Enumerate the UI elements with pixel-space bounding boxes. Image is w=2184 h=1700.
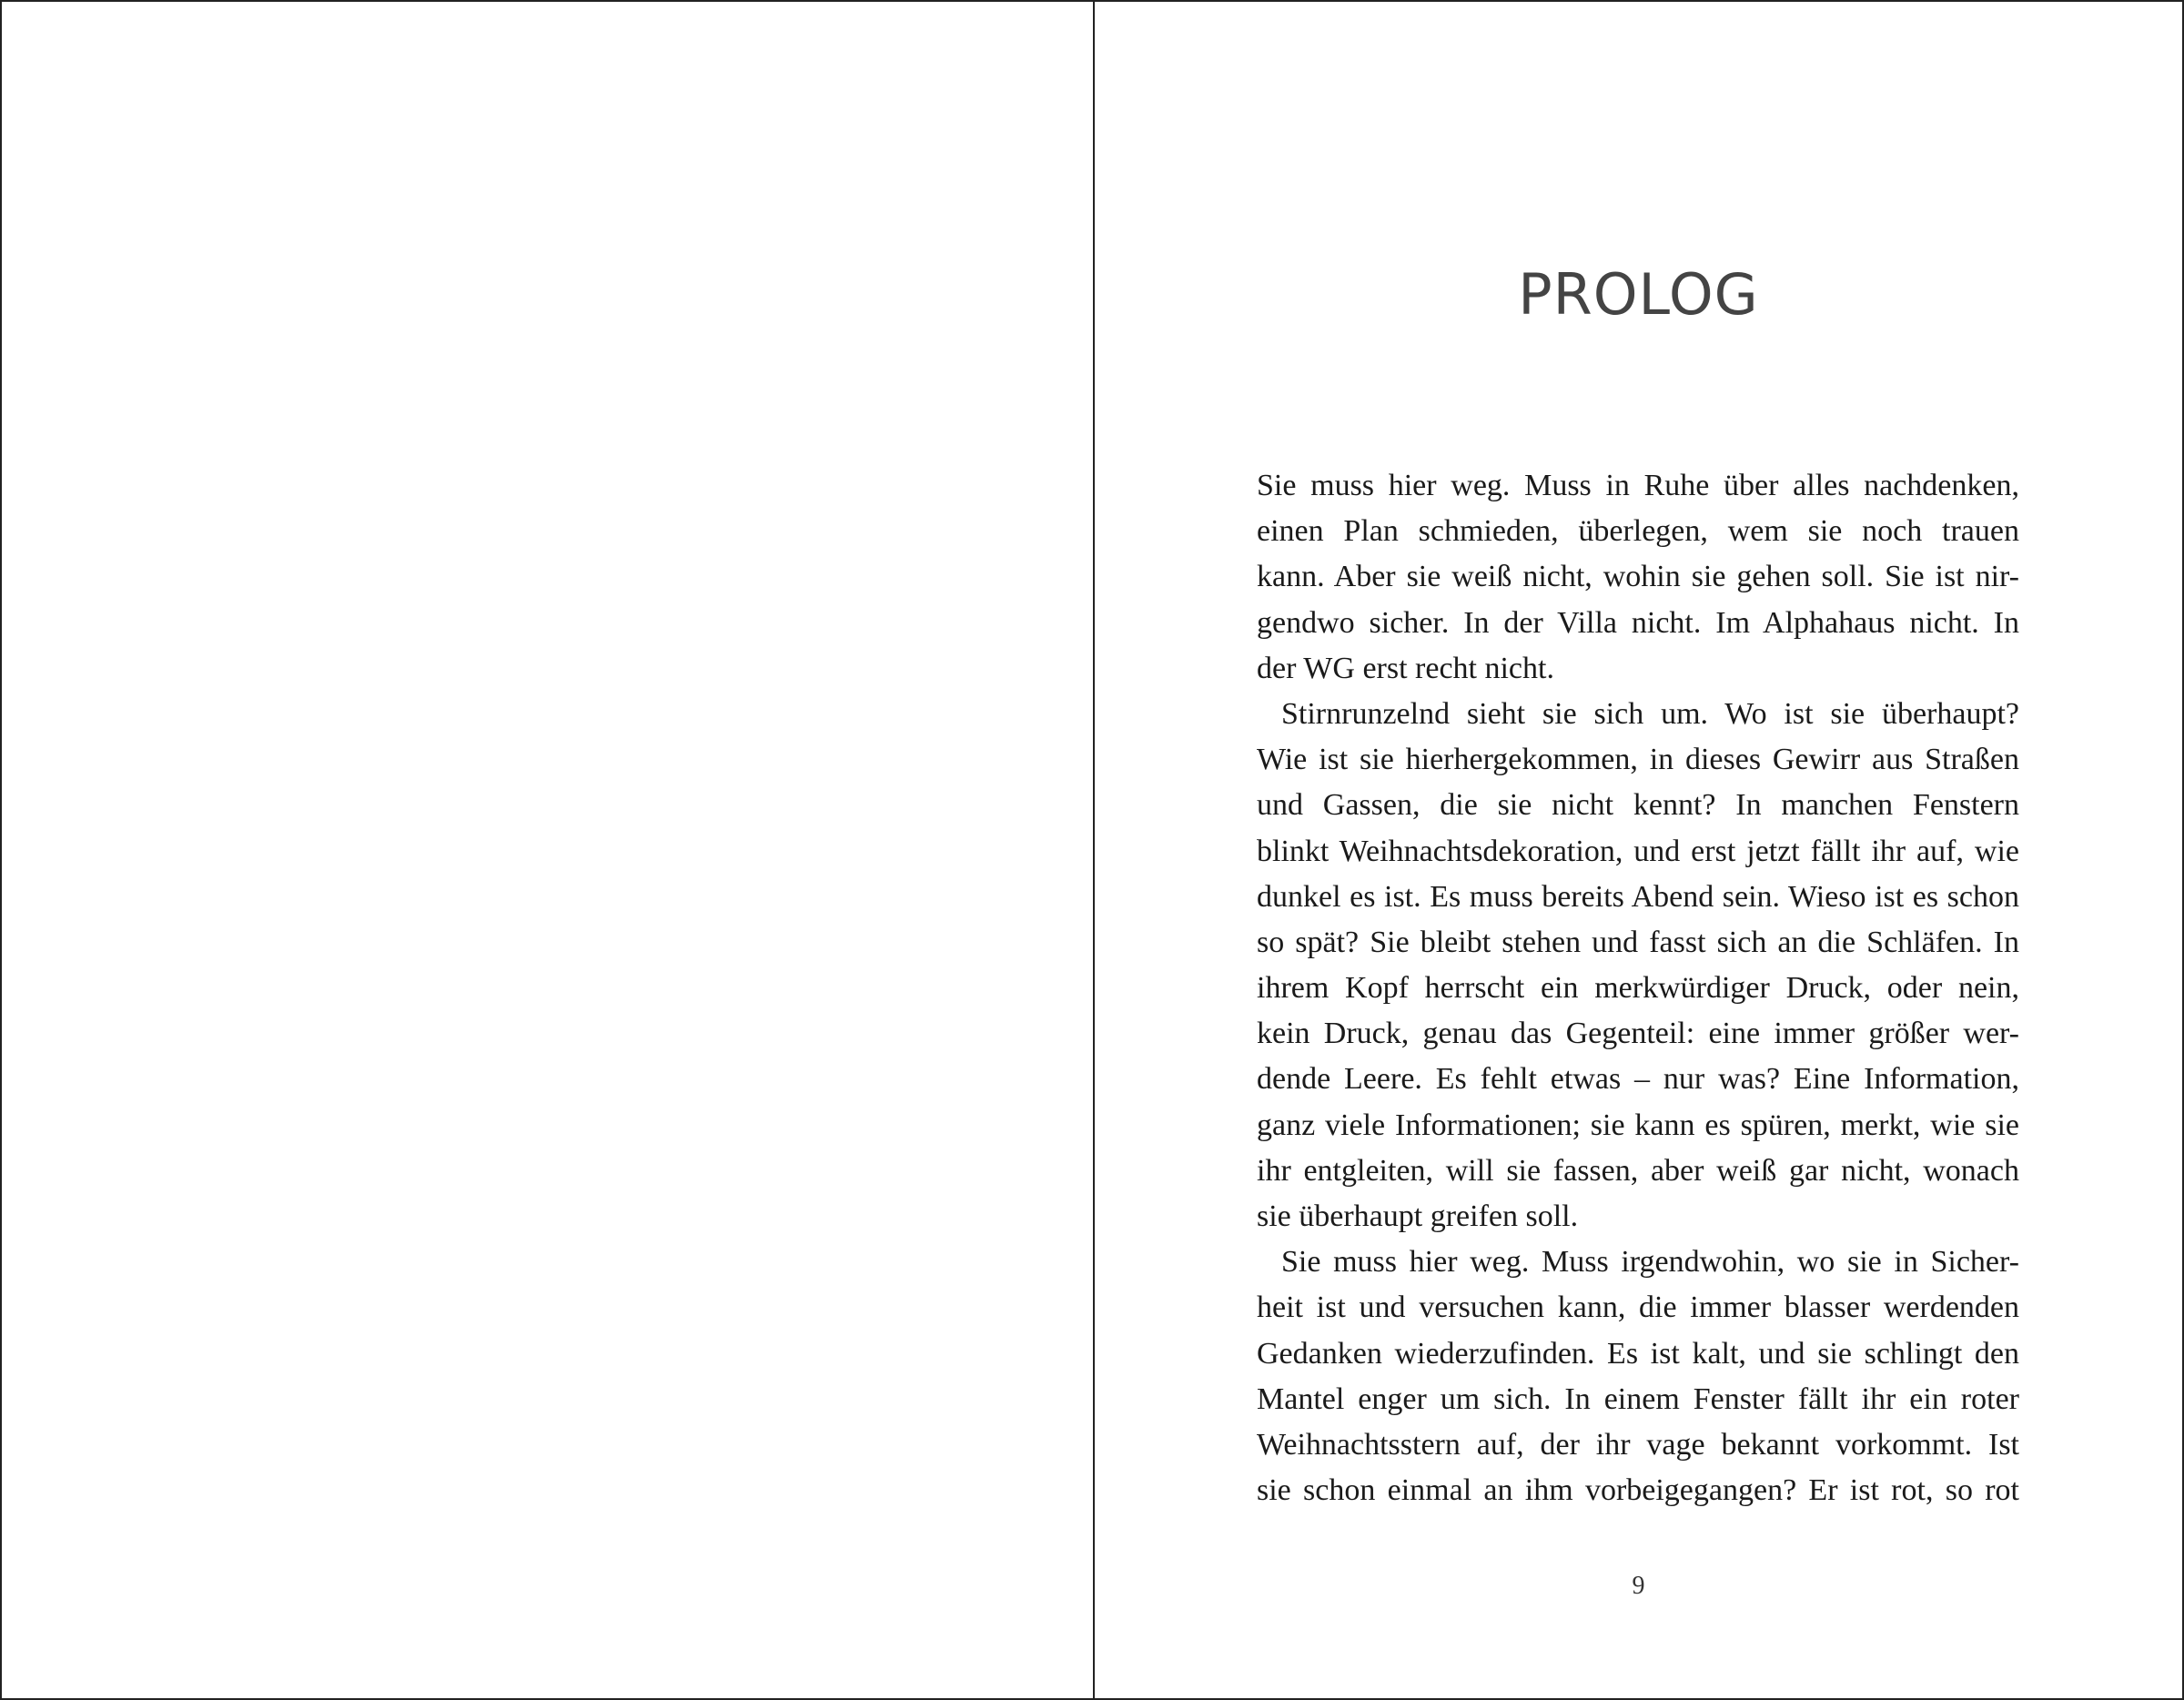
text-line: Mantel enger um sich. In einem Fenster fällt ihr ein roter [1257, 1381, 2019, 1416]
left-page-blank [2, 2, 1094, 1698]
text-line: dende Leere. Es fehlt etwas – nur was? Eine Information, [1257, 1062, 2019, 1097]
text-line: Gedanken wiederzufinden. Es ist kalt, und sie schlingt den [1257, 1336, 2019, 1371]
text-line: ihr entgleiten, will sie fassen, aber weiß gar nicht, wonach [1257, 1153, 2019, 1188]
page-number: 9 [1632, 1572, 1645, 1600]
text-line: kann. Aber sie weiß nicht, wohin sie gehen soll. Sie ist nir- [1257, 560, 2019, 594]
text-line: kein Druck, genau das Gegenteil: eine immer größer wer- [1257, 1017, 2019, 1051]
text-line: Wie ist sie hierhergekommen, in dieses Gewirr aus Straßen [1257, 743, 2019, 777]
right-page [1095, 2, 2182, 1698]
text-line: einen Plan schmieden, überlegen, wem sie noch trauen [1257, 514, 2019, 549]
body-text [1257, 463, 2019, 1513]
text-line: sie überhaupt greifen soll. [1257, 1199, 1579, 1233]
text-line: gendwo sicher. In der Villa nicht. Im Alphahaus nicht. In [1257, 605, 2019, 640]
text-line: der WG erst recht nicht. [1257, 651, 1554, 685]
text-line: ihrem Kopf herrscht ein merkwürdiger Druck, oder nein, [1257, 971, 2019, 1006]
text-line: dunkel es ist. Es muss bereits Abend sein. Wieso ist es schon [1257, 879, 2019, 914]
text-line: Sie muss hier weg. Muss irgendwohin, wo sie in Sicher- [1281, 1245, 2019, 1280]
text-line: heit ist und versuchen kann, die immer blasser werdenden [1257, 1290, 2019, 1325]
text-line: Sie muss hier weg. Muss in Ruhe über alles nachdenken, [1257, 469, 2019, 502]
text-line: Weihnachtsstern auf, der ihr vage bekannt vorkommt. Ist [1257, 1427, 2019, 1462]
text-line: ganz viele Informationen; sie kann es spüren, merkt, wie sie [1257, 1108, 2019, 1142]
text-line: sie schon einmal an ihm vorbeigegangen? Er ist rot, so rot [1257, 1473, 2019, 1508]
text-line: Stirnrunzelnd sieht sie sich um. Wo ist sie überhaupt? [1281, 696, 2019, 731]
chapter-title: PROLOG [1518, 261, 1759, 328]
text-line: und Gassen, die sie nicht kennt? In manchen Fenstern [1257, 788, 2019, 823]
text-line: blinkt Weihnachtsdekoration, und erst jetzt fällt ihr auf, wie [1257, 834, 2019, 868]
text-line: so spät? Sie bleibt stehen und fasst sich an die Schläfen. In [1257, 925, 2019, 959]
